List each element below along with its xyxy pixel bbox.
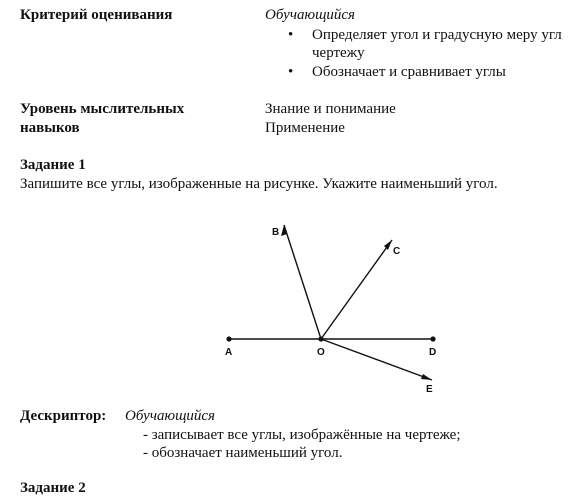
point-o bbox=[318, 336, 323, 341]
criteria-label: Критерий оценивания bbox=[20, 7, 173, 23]
criteria-item-1: Определяет угол и градусную меру угл bbox=[312, 27, 562, 43]
label-e: E bbox=[426, 384, 433, 395]
criteria-item-2: Обозначает и сравнивает углы bbox=[312, 64, 506, 80]
descriptor-item-2: - обозначает наименьший угол. bbox=[143, 445, 343, 461]
thinking-label-line2: навыков bbox=[20, 120, 80, 136]
point-a bbox=[226, 336, 231, 341]
thinking-level-2: Применение bbox=[265, 120, 345, 136]
ray-oe bbox=[321, 339, 432, 380]
criteria-item-1-cont: чертежу bbox=[312, 45, 365, 61]
label-o: O bbox=[317, 347, 325, 358]
arrow-e bbox=[421, 374, 432, 380]
label-d: D bbox=[429, 347, 437, 358]
ray-ob bbox=[284, 225, 321, 339]
descriptor-item-1: - записывает все углы, изображённые на чертеже; bbox=[143, 427, 461, 443]
bullet-icon: • bbox=[288, 64, 294, 80]
label-c: C bbox=[393, 246, 401, 257]
thinking-level-1: Знание и понимание bbox=[265, 101, 396, 117]
task1-title: Задание 1 bbox=[20, 157, 86, 173]
task1-text: Запишите все углы, изображенные на рисунке. Укажите наименьший угол. bbox=[20, 176, 498, 192]
ray-oc bbox=[321, 240, 392, 339]
descriptor-label: Дескриптор: bbox=[20, 408, 107, 424]
descriptor-subject: Обучающийся bbox=[125, 408, 216, 424]
label-a: A bbox=[225, 347, 233, 358]
task2-title: Задание 2 bbox=[20, 480, 86, 496]
criteria-subject: Обучающийся bbox=[265, 7, 356, 23]
point-d bbox=[430, 336, 435, 341]
label-b: B bbox=[272, 227, 280, 238]
bullet-icon: • bbox=[288, 27, 294, 43]
thinking-label-line1: Уровень мыслительных bbox=[20, 101, 185, 117]
